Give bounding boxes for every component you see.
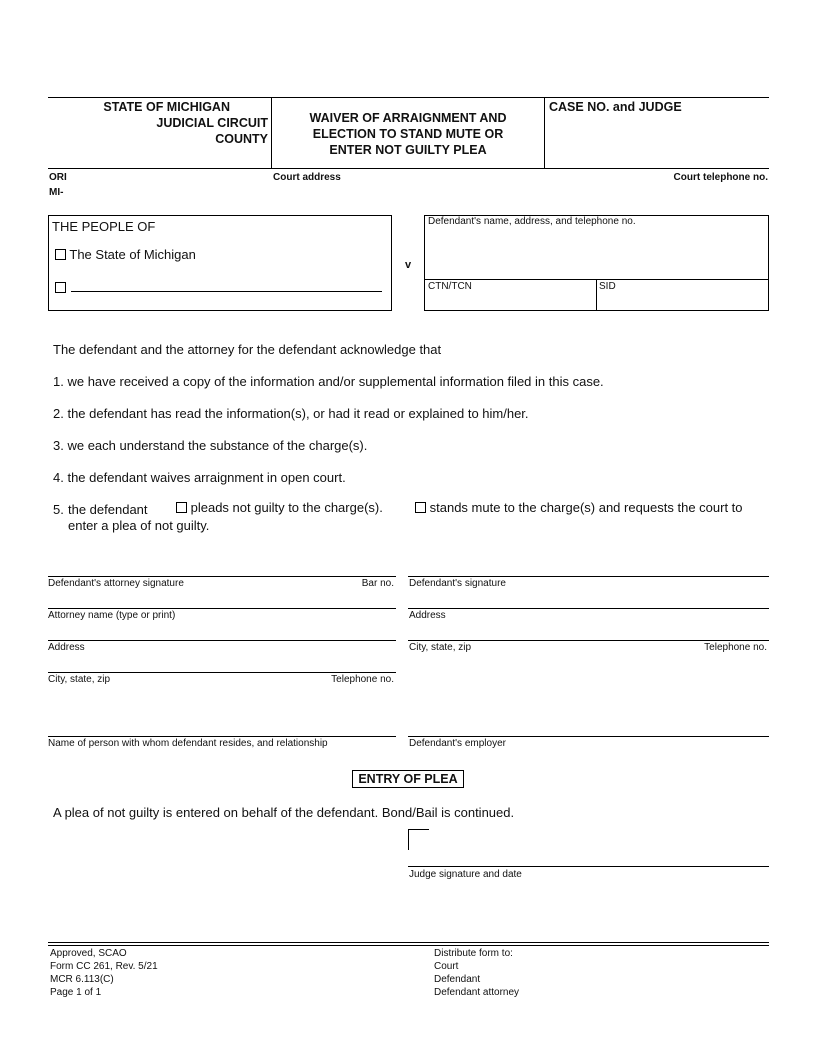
defendant-address-label: Address (409, 610, 446, 621)
form-title-line1: WAIVER OF ARRAIGNMENT AND (309, 111, 507, 125)
item5-continuation: enter a plea of not guilty. (68, 518, 210, 533)
approved-scao: Approved, SCAO (50, 948, 127, 959)
defendant-signature-line[interactable] (408, 576, 769, 577)
distribute-label: Distribute form to: (434, 948, 513, 959)
employer-label: Defendant's employer (409, 738, 506, 749)
list-item (53, 470, 346, 485)
employer-line[interactable] (408, 736, 769, 737)
form-title-line2: ELECTION TO STAND MUTE OR (312, 127, 504, 141)
other-party-line[interactable] (71, 291, 382, 292)
page-number: Page 1 of 1 (50, 987, 102, 998)
court-address-label: Court address (273, 172, 341, 183)
case-no-judge-label: CASE NO. and JUDGE (549, 100, 682, 114)
attorney-signature-label: Defendant's attorney signature (48, 578, 184, 589)
signature-corner-mark (408, 829, 429, 850)
attorney-city-label: City, state, zip (48, 674, 111, 685)
attorney-telephone-label: Telephone no. (331, 674, 394, 685)
acknowledgment-intro: The defendant and the attorney for the defendant acknowledge that (53, 342, 442, 357)
defendant-city-line[interactable] (408, 640, 769, 641)
item-number: 2. (53, 406, 64, 421)
other-party-checkbox[interactable] (55, 282, 66, 293)
stand-mute-label: stands mute to the charge(s) and requests the court to (429, 500, 743, 515)
distribute-court: Court (434, 961, 459, 972)
defendant-info-label: Defendant's name, address, and telephone no. (428, 216, 636, 227)
court-telephone-label: Court telephone no. (673, 172, 768, 183)
item-number: 4. (53, 470, 64, 485)
people-of-label: THE PEOPLE OF (52, 219, 156, 234)
defendant-signature-label: Defendant's signature (409, 578, 506, 589)
state-option-label: The State of Michigan (69, 247, 196, 262)
ctn-sid-divider (596, 279, 597, 311)
resides-with-line[interactable] (48, 736, 396, 737)
item-text: the defendant has read the information(s), or had it read or explained to him/her. (67, 406, 529, 421)
header-divider-right (544, 97, 545, 168)
mcr-reference: MCR 6.113(C) (50, 974, 114, 985)
item5-number: 5. (53, 502, 64, 517)
judge-signature-label: Judge signature and date (409, 869, 522, 880)
item5-prefix: the defendant (68, 502, 148, 517)
list-item (53, 406, 529, 421)
stand-mute-checkbox[interactable] (415, 502, 426, 513)
attorney-address-label: Address (48, 642, 85, 653)
distribute-attorney: Defendant attorney (434, 987, 520, 998)
defendant-city-label: City, state, zip (409, 642, 472, 653)
attorney-city-line[interactable] (48, 672, 396, 673)
attorney-name-label: Attorney name (type or print) (48, 610, 176, 621)
plead-not-guilty-label: pleads not guilty to the charge(s). (190, 500, 383, 515)
item-number: 1. (53, 374, 64, 389)
plead-not-guilty-checkbox[interactable] (176, 502, 187, 513)
judicial-circuit-label: JUDICIAL CIRCUIT (156, 116, 268, 130)
mi-label: MI- (49, 187, 64, 198)
resides-with-label: Name of person with whom defendant resides, and relationship (48, 738, 328, 749)
state-of-michigan: STATE OF MICHIGAN (103, 100, 230, 114)
ctn-tcn-label: CTN/TCN (428, 281, 472, 292)
list-item (53, 438, 367, 453)
stand-mute-option[interactable] (415, 500, 743, 515)
sid-label: SID (599, 281, 616, 292)
item-number: 3. (53, 438, 64, 453)
attorney-address-line[interactable] (48, 640, 396, 641)
plead-not-guilty-option[interactable] (176, 500, 383, 515)
state-option[interactable] (55, 247, 196, 262)
header-bottom-rule (48, 168, 769, 169)
defendant-telephone-label: Telephone no. (704, 642, 767, 653)
form-title-line3: ENTER NOT GUILTY PLEA (329, 143, 487, 157)
versus-label: v (405, 259, 412, 271)
form-number: Form CC 261, Rev. 5/21 (50, 961, 158, 972)
list-item (53, 374, 604, 389)
item-text: we have received a copy of the information and/or supplemental information filed in this case. (67, 374, 604, 389)
footer-rule-top (48, 942, 769, 943)
other-party-option[interactable] (55, 279, 66, 297)
attorney-signature-line[interactable] (48, 576, 396, 577)
attorney-name-line[interactable] (48, 608, 396, 609)
footer-rule-bottom (48, 945, 769, 946)
item-text: we each understand the substance of the charge(s). (67, 438, 368, 453)
distribute-defendant: Defendant (434, 974, 481, 985)
ori-label: ORI (49, 172, 67, 183)
entry-of-plea-heading: ENTRY OF PLEA (352, 770, 464, 788)
county-label: COUNTY (215, 132, 268, 146)
entry-text: A plea of not guilty is entered on behalf of the defendant. Bond/Bail is continued. (53, 805, 515, 820)
bar-no-label: Bar no. (361, 578, 394, 589)
defendant-address-line[interactable] (408, 608, 769, 609)
header-top-rule (48, 97, 769, 98)
item-text: the defendant waives arraignment in open court. (67, 470, 346, 485)
judge-signature-line[interactable] (408, 866, 769, 867)
state-checkbox[interactable] (55, 249, 66, 260)
